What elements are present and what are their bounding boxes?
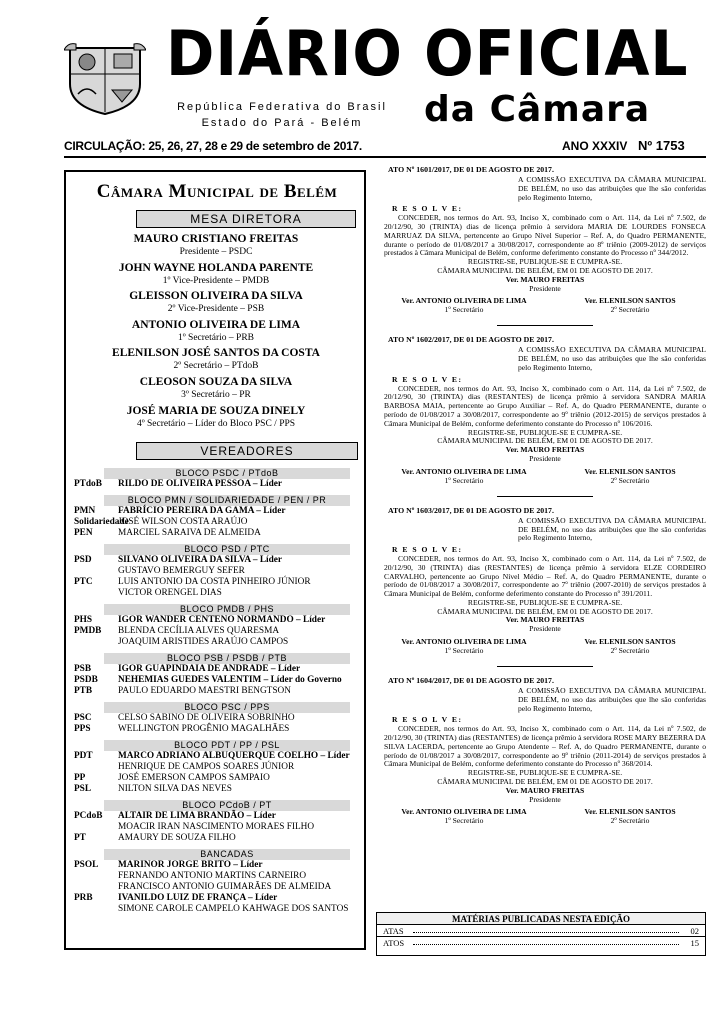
vereador-row [74, 822, 362, 833]
vereador-name-text: HENRIQUE DE CAMPOS SOARES JÚNIOR [118, 762, 295, 772]
ato-signature-roles [384, 306, 706, 315]
party-label: PSL [74, 784, 92, 794]
vereador-name [118, 664, 300, 675]
signature-1-role: 1º Secretário [444, 646, 484, 656]
party-label: PTB [74, 686, 93, 696]
member-role: 3º Secretário – PR [181, 389, 251, 400]
member-role: 2º Secretário – PTdoB [173, 361, 259, 372]
party-label: PMN [74, 506, 96, 516]
mesa-member [68, 289, 364, 318]
vereador-name-text: JOSÉ EMERSON CAMPOS SAMPAIO [118, 773, 270, 783]
vereador-role-suffix: – Líder [293, 615, 326, 625]
member-role: 1º Secretário – PRB [177, 332, 255, 343]
index-dots [413, 944, 679, 945]
ato-presidente: Ver. MAURO FREITAS [505, 445, 585, 455]
bloco-gap [74, 915, 362, 920]
bloco-header: BANCADAS [104, 849, 350, 860]
ato-presidente-role: Presidente [529, 453, 561, 463]
index-row[interactable] [377, 937, 705, 949]
signature-1: Ver. ANTONIO OLIVEIRA DE LIMA [401, 637, 527, 647]
vereador-name-text: ALTAIR DE LIMA BRANDÃO [118, 811, 245, 821]
vereador-name-text: RILDO DE OLIVEIRA PESSOA [118, 479, 251, 489]
masthead-subtitle: da Câmara [424, 89, 651, 130]
ato-presidente-role: Presidente [529, 794, 561, 804]
ato-resolve: R E S O L V E: [392, 204, 463, 214]
ato-presidente: Ver. MAURO FREITAS [505, 785, 585, 795]
member-role: 4º Secretário – Líder do Bloco PSC / PPS [136, 418, 296, 429]
index-dots [413, 932, 679, 933]
ato-block [384, 507, 706, 656]
party-label: PTC [74, 577, 93, 587]
vereador-name [118, 713, 295, 724]
council-box [64, 170, 366, 950]
ato-camara-data: CÂMARA MUNICIPAL DE BELÉM, EM 01 DE AGOSTO DE 2017. [437, 436, 653, 446]
vereador-name-text: FERNANDO ANTONIO MARTINS CARNEIRO [118, 871, 307, 881]
vereador-row [74, 664, 362, 675]
vereador-row [74, 871, 362, 882]
masthead-title: DIÁRIO OFICIAL [166, 17, 689, 90]
ato-registre: REGISTRE-SE, PUBLIQUE-SE E CUMPRA-SE. [467, 427, 623, 437]
mesa-member [68, 261, 364, 290]
vereador-name [118, 577, 311, 588]
party-label: PDT [74, 751, 93, 761]
ato-block [384, 336, 706, 485]
member-role: 1º Vice-Presidente – PMDB [162, 275, 270, 286]
signature-1-role: 1º Secretário [444, 305, 484, 315]
party-label: PHS [74, 615, 93, 625]
mesa-member [68, 346, 364, 375]
vereador-name [118, 784, 232, 795]
vereador-role-suffix: – Líder do Governo [261, 675, 342, 685]
circulation-dates: CIRCULAÇÃO: 25, 26, 27, 28 e 29 de setembro de 2017. [64, 139, 362, 153]
vereador-row [74, 773, 362, 784]
index-label: ATAS [383, 926, 404, 936]
belem-coat-of-arms-icon [64, 40, 146, 116]
vereador-row [74, 555, 362, 566]
ato-block [384, 166, 706, 315]
signature-2-role: 2º Secretário [610, 305, 650, 315]
signature-2: Ver. ELENILSON SANTOS [584, 637, 676, 647]
party-label: PT [74, 833, 86, 843]
vereador-name [118, 675, 342, 686]
mesa-diretora-header: MESA DIRETORA [136, 210, 356, 228]
vereador-name-text: MARCO ADRIANO ALBUQUERQUE COELHO [118, 751, 319, 761]
vereador-name-text: LUIS ANTONIO DA COSTA PINHEIRO JÚNIOR [118, 577, 311, 587]
vereador-name [118, 773, 270, 784]
ato-camara-data: CÂMARA MUNICIPAL DE BELÉM, EM 01 DE AGOSTO DE 2017. [437, 606, 653, 616]
ato-camara-data: CÂMARA MUNICIPAL DE BELÉM, EM 01 DE AGOSTO DE 2017. [437, 265, 653, 275]
vereador-name [118, 686, 291, 697]
party-label: PSC [74, 713, 92, 723]
ato-presidente-role: Presidente [529, 624, 561, 634]
vereador-role-suffix: – Líder [268, 664, 301, 674]
index-title: MATÉRIAS PUBLICADAS NESTA EDIÇÃO [377, 913, 705, 925]
party-label: PSOL [74, 860, 99, 870]
vereador-row [74, 506, 362, 517]
member-name: ELENILSON JOSÉ SANTOS DA COSTA [112, 347, 320, 360]
vereador-name-text: JOSÉ WILSON COSTA ARAÚJO [118, 517, 248, 527]
vereador-row [74, 860, 362, 871]
signature-1: Ver. ANTONIO OLIVEIRA DE LIMA [401, 807, 527, 817]
vereador-name-text: JOAQUIM ARISTIDES ARAÚJO CAMPOS [118, 637, 289, 647]
party-label: PCdoB [74, 811, 103, 821]
ato-body: CONCEDER, nos termos do Art. 93, Inciso X, combinado com o Art. 114, da Lei nº 7.502, de 20/12/90, 30 (TRINTA) dias (RESTANTES) de licença prêmio à servidora ELZE CORDEIRO CARVALHO, pertencente ao Grupo Nível Médio – Ref. A, do Quadro PERMANENTE, durante o período de 01/08/2017 a 30/08/2017, correspondente ao 7º triênio (2007-2010) de serviços prestados à Câmara Municipal de Belém, conforme deferimento constante do Processo nº 391/2011. [384, 553, 706, 599]
vereador-name-text: GUSTAVO BEMERGUY SEFER [118, 566, 245, 576]
estado-line: Estado do Pará - Belém [201, 117, 363, 129]
vereador-name [118, 528, 261, 539]
ato-title: ATO Nº 1603/2017, DE 01 DE AGOSTO DE 2017. [388, 505, 554, 515]
vereador-role-suffix: – Líder [244, 811, 276, 821]
bloco-header: BLOCO PSD / PTC [104, 544, 350, 555]
index-label: ATOS [383, 938, 405, 948]
bloco-header: BLOCO PCdoB / PT [104, 800, 350, 811]
ato-title: ATO Nº 1602/2017, DE 01 DE AGOSTO DE 2017. [388, 335, 554, 345]
vereador-name-text: VICTOR ORENGEL DIAS [118, 588, 222, 598]
member-role: 2º Vice-Presidente – PSB [167, 304, 265, 315]
vereador-name-text: SILVANO OLIVEIRA DA SILVA [118, 555, 251, 565]
signature-2: Ver. ELENILSON SANTOS [584, 807, 676, 817]
member-name: MAURO CRISTIANO FREITAS [133, 233, 299, 245]
vereador-row [74, 724, 362, 735]
party-label: PSDB [74, 675, 98, 685]
bloco-header: BLOCO PDT / PP / PSL [104, 740, 350, 751]
ato-comissao: A COMISSÃO EXECUTIVA DA CÂMARA MUNICIPAL DE BELÉM, no uso das atribuições que lhe são conferidas pelo Regimento Interno, [518, 345, 706, 372]
vereador-name [118, 506, 285, 517]
vereador-row [74, 713, 362, 724]
signature-1: Ver. ANTONIO OLIVEIRA DE LIMA [401, 466, 527, 476]
signature-2: Ver. ELENILSON SANTOS [584, 296, 676, 306]
member-name: ANTONIO OLIVEIRA DE LIMA [131, 318, 301, 331]
signature-1: Ver. ANTONIO OLIVEIRA DE LIMA [401, 296, 527, 306]
vereador-name-text: CELSO SABINO DE OLIVEIRA SOBRINHO [118, 713, 295, 723]
vereador-row [74, 882, 362, 893]
vereador-name-text: AMAURY DE SOUZA FILHO [118, 833, 236, 843]
vereador-name-text: IGOR GUAPINDAIA DE ANDRADE [118, 664, 269, 674]
mesa-member [68, 375, 364, 404]
vereador-name [118, 871, 306, 882]
vereador-role-suffix: – Líder [230, 860, 263, 870]
vereador-name-text: MARCIEL SARAIVA DE ALMEIDA [118, 528, 261, 538]
signature-2-role: 2º Secretário [610, 646, 650, 656]
vereador-row [74, 893, 362, 904]
vereador-name [118, 822, 314, 833]
bloco-header: BLOCO PMDB / PHS [104, 604, 350, 615]
index-box [376, 912, 706, 956]
signature-1-role: 1º Secretário [444, 816, 484, 826]
vereador-name-text: PAULO EDUARDO MAESTRI BENGTSON [118, 686, 291, 696]
vereador-name-text: IVANILDO LUIZ DE FRANÇA [118, 893, 246, 903]
bloco-header: BLOCO PSB / PSDB / PTB [104, 653, 350, 664]
party-label: PP [74, 773, 86, 783]
ato-presidente: Ver. MAURO FREITAS [505, 615, 585, 625]
ato-block [384, 677, 706, 826]
ato-comissao: A COMISSÃO EXECUTIVA DA CÂMARA MUNICIPAL DE BELÉM, no uso das atribuições que lhe são conferidas pelo Regimento Interno, [518, 515, 706, 543]
vereador-row [74, 784, 362, 795]
member-role: Presidente – PSDC [179, 247, 253, 257]
member-name: CLEOSON SOUZA DA SILVA [139, 375, 293, 388]
signature-1-role: 1º Secretário [444, 475, 484, 485]
vereador-name-text: NEHEMIAS GUEDES VALENTIM [118, 675, 262, 685]
vereador-name [118, 904, 348, 915]
ato-registre: REGISTRE-SE, PUBLIQUE-SE E CUMPRA-SE. [467, 597, 623, 607]
party-label: PEN [74, 528, 93, 538]
ato-title: ATO Nº 1601/2017, DE 01 DE AGOSTO DE 2017. [388, 165, 554, 174]
vereador-name [118, 637, 288, 648]
ato-signatures [384, 297, 706, 306]
ato-title: ATO Nº 1604/2017, DE 01 DE AGOSTO DE 2017. [388, 676, 554, 686]
vereadores-header: VEREADORES [136, 442, 358, 460]
republica-line: República Federativa do Brasil [177, 101, 387, 113]
mesa-member [68, 404, 364, 433]
vereador-name-text: NILTON SILVA DAS NEVES [118, 784, 232, 794]
member-name: JOHN WAYNE HOLANDA PARENTE [118, 261, 314, 274]
party-label: PTdoB [74, 479, 102, 489]
vereador-name [118, 811, 276, 822]
ato-registre: REGISTRE-SE, PUBLIQUE-SE E CUMPRA-SE. [467, 257, 623, 267]
ato-resolve: R E S O L V E: [392, 374, 463, 384]
vereador-row [74, 566, 362, 577]
ato-registre: REGISTRE-SE, PUBLIQUE-SE E CUMPRA-SE. [467, 768, 623, 778]
ato-signatures [384, 808, 706, 817]
vereador-name-text: IGOR WANDER CENTENO NORMANDO [118, 615, 294, 625]
ato-comissao: A COMISSÃO EXECUTIVA DA CÂMARA MUNICIPAL DE BELÉM, no uso das atribuições que lhe são conferidas pelo Regimento Interno, [518, 686, 706, 713]
atos-column [384, 166, 706, 826]
vereador-row [74, 517, 362, 528]
vereador-name-text: MARINOR JORGE BRITO [118, 860, 231, 870]
circulation-bar [64, 138, 685, 155]
bloco-header: BLOCO PSDC / PTdoB [104, 468, 350, 479]
member-name: JOSÉ MARIA DE SOUZA DINELY [126, 404, 306, 417]
ato-signatures [384, 638, 706, 647]
ato-body: CONCEDER, nos termos do Art. 93, Inciso X, combinado com o Art. 114, da Lei nº 7.502, de 20/12/90, 30 (TRINTA) dias de licença prêmio à servidora MARIA DE LOURDES FONSECA MARRUAZ DA SILVA, pertencente ao Grupo Nível Superior – Ref. A, do Quadro PERMANENTE, durante o período de 01/08/2017 a 30/08/2017, correspondente ao 8º triênio (2009-2012) de serviços prestados à Câmara Municipal de Belém, conforme deferimento constante do Processo nº 344/2012. [384, 213, 706, 258]
vereador-name [118, 479, 282, 490]
party-label: PMDB [74, 626, 102, 636]
ato-presidente-role: Presidente [529, 283, 561, 293]
vereador-role-suffix: – Líder [253, 506, 286, 516]
vereador-row [74, 479, 362, 490]
vereador-row [74, 675, 362, 686]
ato-signature-roles [384, 647, 706, 656]
vereador-name-text: BLENDA CECÍLIA ALVES QUARESMA [118, 626, 280, 636]
ato-signatures [384, 468, 706, 477]
vereador-name [118, 626, 279, 637]
party-label: Solidariedade [74, 517, 129, 527]
ato-comissao: A COMISSÃO EXECUTIVA DA CÂMARA MUNICIPAL DE BELÉM, no uso das atribuições que lhe são conferidas pelo Regimento Interno, [518, 175, 706, 202]
edition-number: Nº 1753 [638, 138, 685, 153]
vereador-name-text: FABRÍCIO PEREIRA DA GAMA [118, 506, 254, 516]
vereador-name-text: WELLINGTON PROGÊNIO MAGALHÃES [118, 724, 290, 734]
vereador-role-suffix: – Líder [245, 893, 278, 903]
vereador-name [118, 724, 289, 735]
ato-separator [497, 325, 593, 326]
vereador-role-suffix: – Líder [250, 479, 283, 489]
vereador-name [118, 751, 350, 762]
header-rule [64, 156, 706, 158]
index-page: 02 [690, 926, 699, 936]
vereador-row [74, 833, 362, 844]
index-row[interactable] [377, 925, 705, 937]
member-name: GLEISSON OLIVEIRA DA SILVA [129, 290, 303, 303]
vereadores-blocks [74, 468, 362, 920]
mesa-member [68, 232, 364, 261]
vereador-name [118, 615, 325, 626]
signature-2: Ver. ELENILSON SANTOS [584, 466, 676, 476]
ato-presidente: Ver. MAURO FREITAS [505, 274, 585, 284]
signature-2-role: 2º Secretário [610, 816, 650, 826]
vereador-row [74, 686, 362, 697]
vereador-name [118, 833, 236, 844]
vereador-role-suffix: – Líder [250, 555, 283, 565]
vereador-row [74, 762, 362, 773]
bloco-header: BLOCO PSC / PPS [104, 702, 350, 713]
ato-separator [497, 496, 593, 497]
vereador-name [118, 517, 248, 528]
ato-signature-roles [384, 477, 706, 486]
party-label: PSB [74, 664, 92, 674]
vereador-name-text: SIMONE CAROLE CAMPELO KAHWAGE DOS SANTOS [118, 904, 349, 914]
party-label: PSD [74, 555, 92, 565]
vereador-row [74, 588, 362, 599]
vereador-name [118, 555, 282, 566]
edition-year: ANO XXXIV [562, 139, 628, 153]
ato-resolve: R E S O L V E: [392, 715, 463, 725]
party-label: PPS [74, 724, 91, 734]
vereador-name-text: MOACIR IRAN NASCIMENTO MORAES FILHO [118, 822, 315, 832]
ato-body: CONCEDER, nos termos do Art. 93, Inciso X, combinado com o Art. 114, da Lei nº 7.502, de 20/12/90, 30 (TRINTA) dias (RESTANTES) de licença prêmio à servidora ROSE MARY BEZERRA DA SILVA LACERDA, pertencente ao Grupo Atendente – Ref. A, do Quadro PERMANENTE, durante o período de 01/08/2017 a 30/08/2017, correspondente ao 9º triênio (2011-2014) de serviços prestados à Câmara Municipal de Belém, conforme deferimento constante do Processo nº 368/2014. [384, 724, 706, 769]
party-label: PRB [74, 893, 93, 903]
vereador-row [74, 528, 362, 539]
vereador-row [74, 751, 362, 762]
vereador-name [118, 566, 245, 577]
vereador-role-suffix: – Líder [318, 751, 350, 761]
signature-2-role: 2º Secretário [610, 475, 650, 485]
mesa-member [68, 318, 364, 347]
camara-title: Câmara Municipal de Belém [96, 181, 338, 202]
vereador-name-text: FRANCISCO ANTONIO GUIMARÃES DE ALMEIDA [118, 882, 332, 892]
vereador-name [118, 882, 331, 893]
index-page: 15 [690, 938, 699, 948]
ato-body: CONCEDER, nos termos do Art. 93, Inciso X, combinado com o Art. 114, da Lei nº 7.502, de 20/12/90, 30 (TRINTA) dias (RESTANTES) de licença prêmio à servidora SANDRA MARIA BARBOSA MAIA, pertencente ao Grupo Auxiliar – Ref. A, do Quadro PERMANENTE, durante o período de 01/08/2017 a 30/08/2017, correspondente ao 9º triênio (2012-2015) de serviços prestados à Câmara Municipal de Belém, conforme deferimento constante do Processo nº 106/2016. [384, 383, 706, 428]
vereador-row [74, 904, 362, 915]
vereador-name [118, 893, 277, 904]
vereador-row [74, 811, 362, 822]
vereador-name [118, 588, 222, 599]
vereador-row [74, 577, 362, 588]
ato-separator [497, 666, 593, 667]
ato-signature-roles [384, 817, 706, 826]
vereador-row [74, 626, 362, 637]
bloco-header: BLOCO PMN / SOLIDARIEDADE / PEN / PR [104, 495, 350, 506]
vereador-name [118, 762, 294, 773]
ato-camara-data: CÂMARA MUNICIPAL DE BELÉM, EM 01 DE AGOSTO DE 2017. [437, 777, 653, 787]
vereador-row [74, 637, 362, 648]
vereador-name [118, 860, 262, 871]
mesa-diretora-list [68, 232, 364, 432]
ato-resolve: R E S O L V E: [392, 545, 463, 555]
vereador-row [74, 615, 362, 626]
